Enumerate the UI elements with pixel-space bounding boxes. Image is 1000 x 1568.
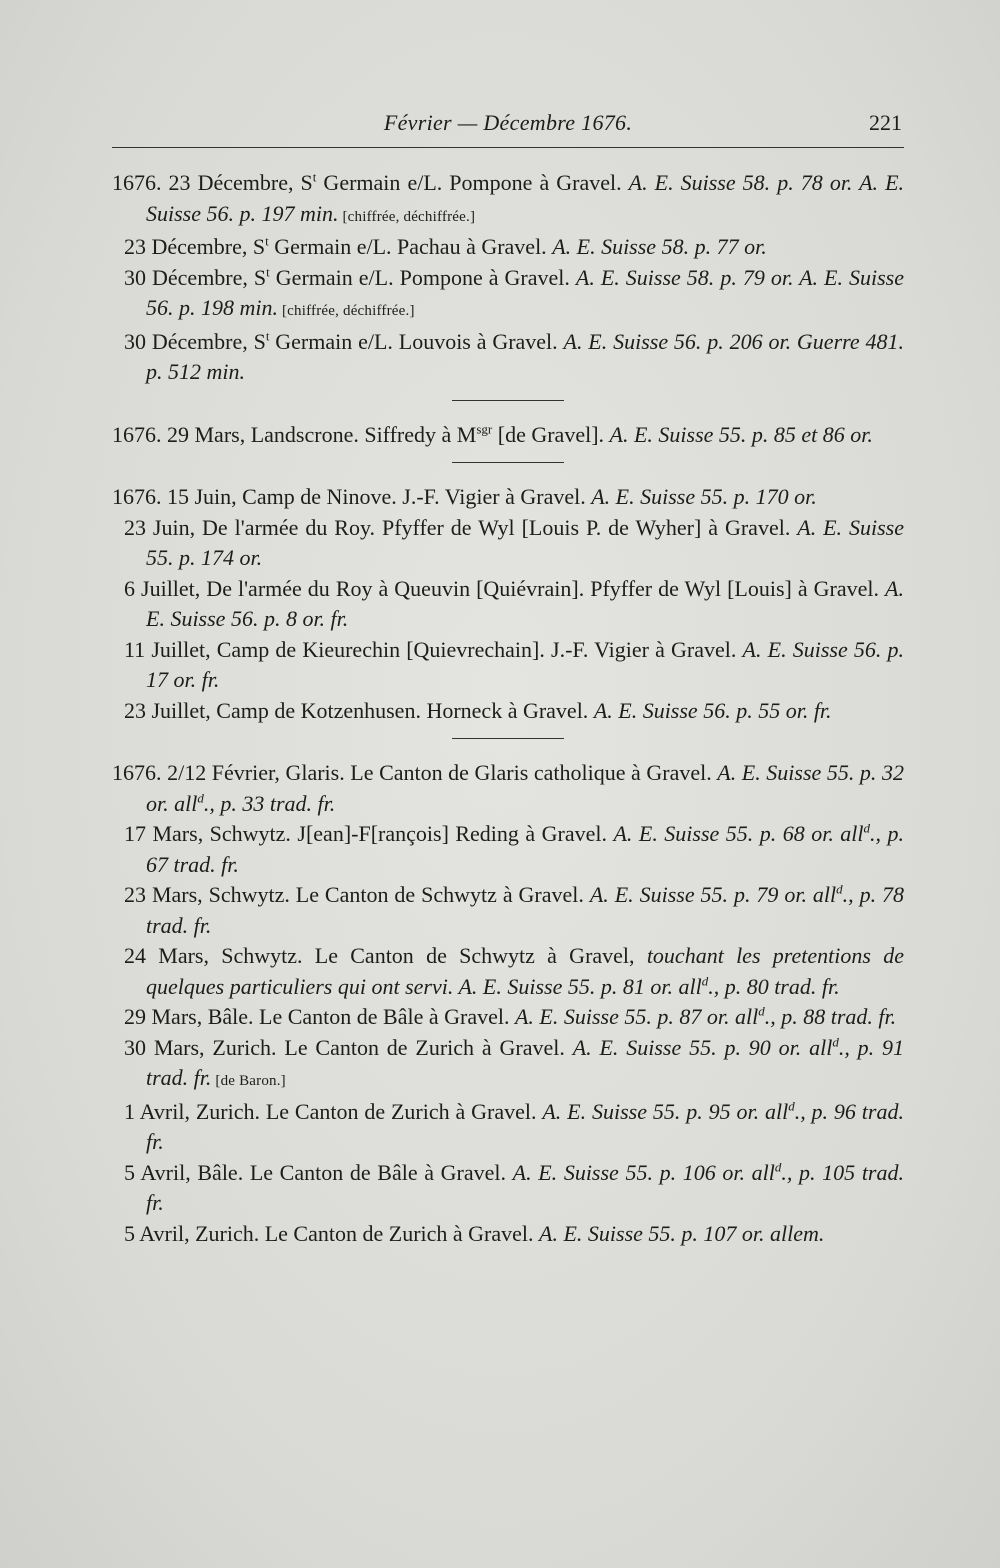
section-separator — [452, 738, 564, 739]
reference-superscript: d — [701, 973, 709, 989]
entry-superscript: t — [266, 264, 270, 280]
archive-reference: A. E. Suisse 58. p. 79 or. A. E. Suisse 56. p. 198 min. — [146, 264, 905, 320]
entry-description-cont: [de Gravel]. — [492, 421, 610, 447]
entry-superscript: t — [265, 233, 269, 249]
editorial-note: [de Baron.] — [211, 1073, 286, 1089]
archive-reference-cont: ., p. 91 trad. fr. — [146, 1034, 904, 1090]
entry-description: 23 Décembre, S — [124, 234, 266, 259]
entry-description-cont: Germain e/L. Louvois à Gravel. — [269, 328, 564, 354]
entry-superscript: t — [312, 169, 317, 185]
entry-description: 5 Avril, Zurich. Le Canton de Zurich à Gravel. — [124, 1220, 540, 1246]
archive-reference-cont: ., p. 96 trad. fr. — [146, 1098, 904, 1154]
calendar-entry — [112, 758, 904, 819]
archive-reference: A. E. Suisse 56. p. 55 or. fr. — [593, 697, 832, 723]
calendar-entry — [112, 232, 904, 263]
entry-description: 29 Mars, Landscrone. Siffredy à M — [167, 421, 477, 447]
entry-description: 15 Juin, Camp de Ninove. J.-F. Vigier à Gravel. — [167, 484, 592, 509]
archive-reference-cont: ., p. 67 trad. fr. — [146, 821, 905, 877]
archive-reference: A. E. Suisse 55. p. 79 or. all — [589, 882, 837, 907]
archive-reference: A. E. Suisse 58. p. 77 or. — [552, 234, 767, 259]
entry-description-cont: Germain e/L. Pompone à Gravel. — [316, 170, 629, 195]
archive-reference: A. E. Suisse 55. p. 174 or. — [146, 514, 904, 570]
entry-group — [112, 168, 904, 388]
calendar-entry — [112, 263, 904, 327]
entry-description: 29 Mars, Bâle. Le Canton de Bâle à Gravel. — [124, 1004, 515, 1029]
archive-reference: A. E. Suisse 55. p. 85 et 86 or. — [609, 421, 873, 447]
entry-description: 17 Mars, Schwytz. J[ean]-F[rançois] Reding à Gravel. — [124, 821, 614, 846]
archive-reference: A. E. Suisse 56. p. 17 or. fr. — [146, 636, 904, 692]
editorial-note: [chiffrée, déchiffrée.] — [338, 208, 476, 225]
entry-description: 1 Avril, Zurich. Le Canton de Zurich à Gravel. — [124, 1098, 543, 1124]
entry-year: 1676. — [112, 421, 162, 447]
calendar-entry — [112, 941, 904, 1002]
entry-description: 30 Décembre, S — [124, 328, 266, 354]
entry-year: 1676. — [112, 484, 162, 509]
entry-description: 2/12 Février, Glaris. Le Canton de Glaris catholique à Gravel. — [167, 760, 718, 785]
section-separator — [452, 400, 564, 401]
entry-year: 1676. — [112, 760, 162, 785]
archive-reference: A. E. Suisse 55. p. 95 or. all — [542, 1098, 789, 1124]
section-separator — [452, 462, 564, 463]
calendar-entry — [112, 327, 904, 388]
entry-group — [112, 758, 904, 1249]
calendar-entry — [112, 696, 904, 727]
archive-reference: A. E. Suisse 55. p. 90 or. all — [572, 1034, 833, 1060]
entry-description: 23 Mars, Schwytz. Le Canton de Schwytz à Gravel. — [124, 882, 590, 907]
archive-reference: touchant les pretentions de quelques particuliers qui ont servi. A. E. Suisse 55. p. 81 or. all — [146, 943, 904, 999]
entry-description: 23 Juin, De l'armée du Roy. Pfyffer de Wyl [Louis P. de Wyher] à Gravel. — [124, 514, 798, 540]
entry-superscript: t — [265, 328, 270, 344]
reference-superscript: d — [832, 1034, 839, 1050]
entry-description: 23 Juillet, Camp de Kotzenhusen. Horneck à Gravel. — [124, 697, 594, 723]
reference-superscript: d — [863, 820, 871, 836]
entry-description: 11 Juillet, Camp de Kieurechin [Quievrechain]. J.-F. Vigier à Gravel. — [124, 636, 743, 662]
calendar-entry — [112, 1002, 904, 1033]
calendar-entries — [112, 168, 904, 1249]
archive-reference-cont: ., p. 105 trad. fr. — [146, 1159, 904, 1215]
calendar-entry — [112, 513, 904, 574]
reference-superscript: d — [774, 1159, 782, 1175]
archive-reference: A. E. Suisse 55. p. 68 or. all — [613, 821, 864, 846]
calendar-entry — [112, 1219, 904, 1250]
archive-reference-cont: ., p. 78 trad. fr. — [146, 882, 904, 938]
entry-description: 30 Mars, Zurich. Le Canton de Zurich à Gravel. — [124, 1034, 573, 1060]
calendar-entry — [112, 1033, 904, 1097]
page-header — [112, 104, 904, 144]
archive-reference: A. E. Suisse 55. p. 32 or. all — [146, 760, 905, 816]
archive-reference: A. E. Suisse 55. p. 87 or. all — [514, 1004, 759, 1029]
entry-superscript: sgr — [476, 421, 493, 437]
entry-description: 6 Juillet, De l'armée du Roy à Queuvin [Quiévrain]. Pfyffer de Wyl [Louis] à Gravel. — [124, 575, 886, 601]
archive-reference: A. E. Suisse 56. p. 8 or. fr. — [146, 575, 904, 631]
header-rule — [112, 147, 904, 148]
reference-superscript: d — [197, 790, 204, 806]
running-title: Février — Décembre 1676. — [383, 110, 633, 135]
entry-group — [112, 420, 904, 451]
calendar-entry — [112, 1158, 904, 1219]
reference-superscript: d — [788, 1098, 795, 1114]
calendar-entry — [112, 420, 904, 451]
archive-reference: A. E. Suisse 55. p. 106 or. all — [512, 1159, 775, 1185]
entry-year: 1676. — [112, 170, 162, 195]
archive-reference: A. E. Suisse 55. p. 107 or. allem. — [539, 1220, 825, 1246]
archive-reference: A. E. Suisse 56. p. 206 or. Guerre 481. p. 512 min. — [146, 328, 904, 384]
archive-reference: A. E. Suisse 58. p. 78 or. A. E. Suisse 56. p. 197 min. — [146, 170, 905, 226]
calendar-entry — [112, 635, 904, 696]
calendar-entry — [112, 168, 904, 232]
reference-superscript: d — [836, 881, 843, 897]
archive-reference: A. E. Suisse 55. p. 170 or. — [591, 484, 817, 509]
archive-reference-cont: ., p. 88 trad. fr. — [764, 1004, 897, 1029]
calendar-entry — [112, 574, 904, 635]
entry-description: 30 Décembre, S — [124, 264, 267, 290]
entry-group — [112, 482, 904, 726]
reference-superscript: d — [758, 1003, 765, 1019]
entry-description-cont: Germain e/L. Pachau à Gravel. — [268, 234, 553, 259]
entry-description: 23 Décembre, S — [168, 170, 313, 195]
calendar-entry — [112, 880, 904, 941]
archive-reference-cont: ., p. 80 trad. fr. — [708, 973, 840, 999]
calendar-entry — [112, 1097, 904, 1158]
entry-description-cont: Germain e/L. Pompone à Gravel. — [269, 264, 576, 290]
calendar-entry — [112, 482, 904, 513]
page-number: 221 — [869, 110, 902, 135]
entry-description: 5 Avril, Bâle. Le Canton de Bâle à Gravel. — [124, 1159, 513, 1185]
entry-description: 24 Mars, Schwytz. Le Canton de Schwytz à Gravel, — [124, 943, 647, 968]
calendar-entry — [112, 819, 904, 880]
editorial-note: [chiffrée, déchiffrée.] — [278, 303, 415, 319]
archive-reference-cont: ., p. 33 trad. fr. — [203, 790, 336, 816]
